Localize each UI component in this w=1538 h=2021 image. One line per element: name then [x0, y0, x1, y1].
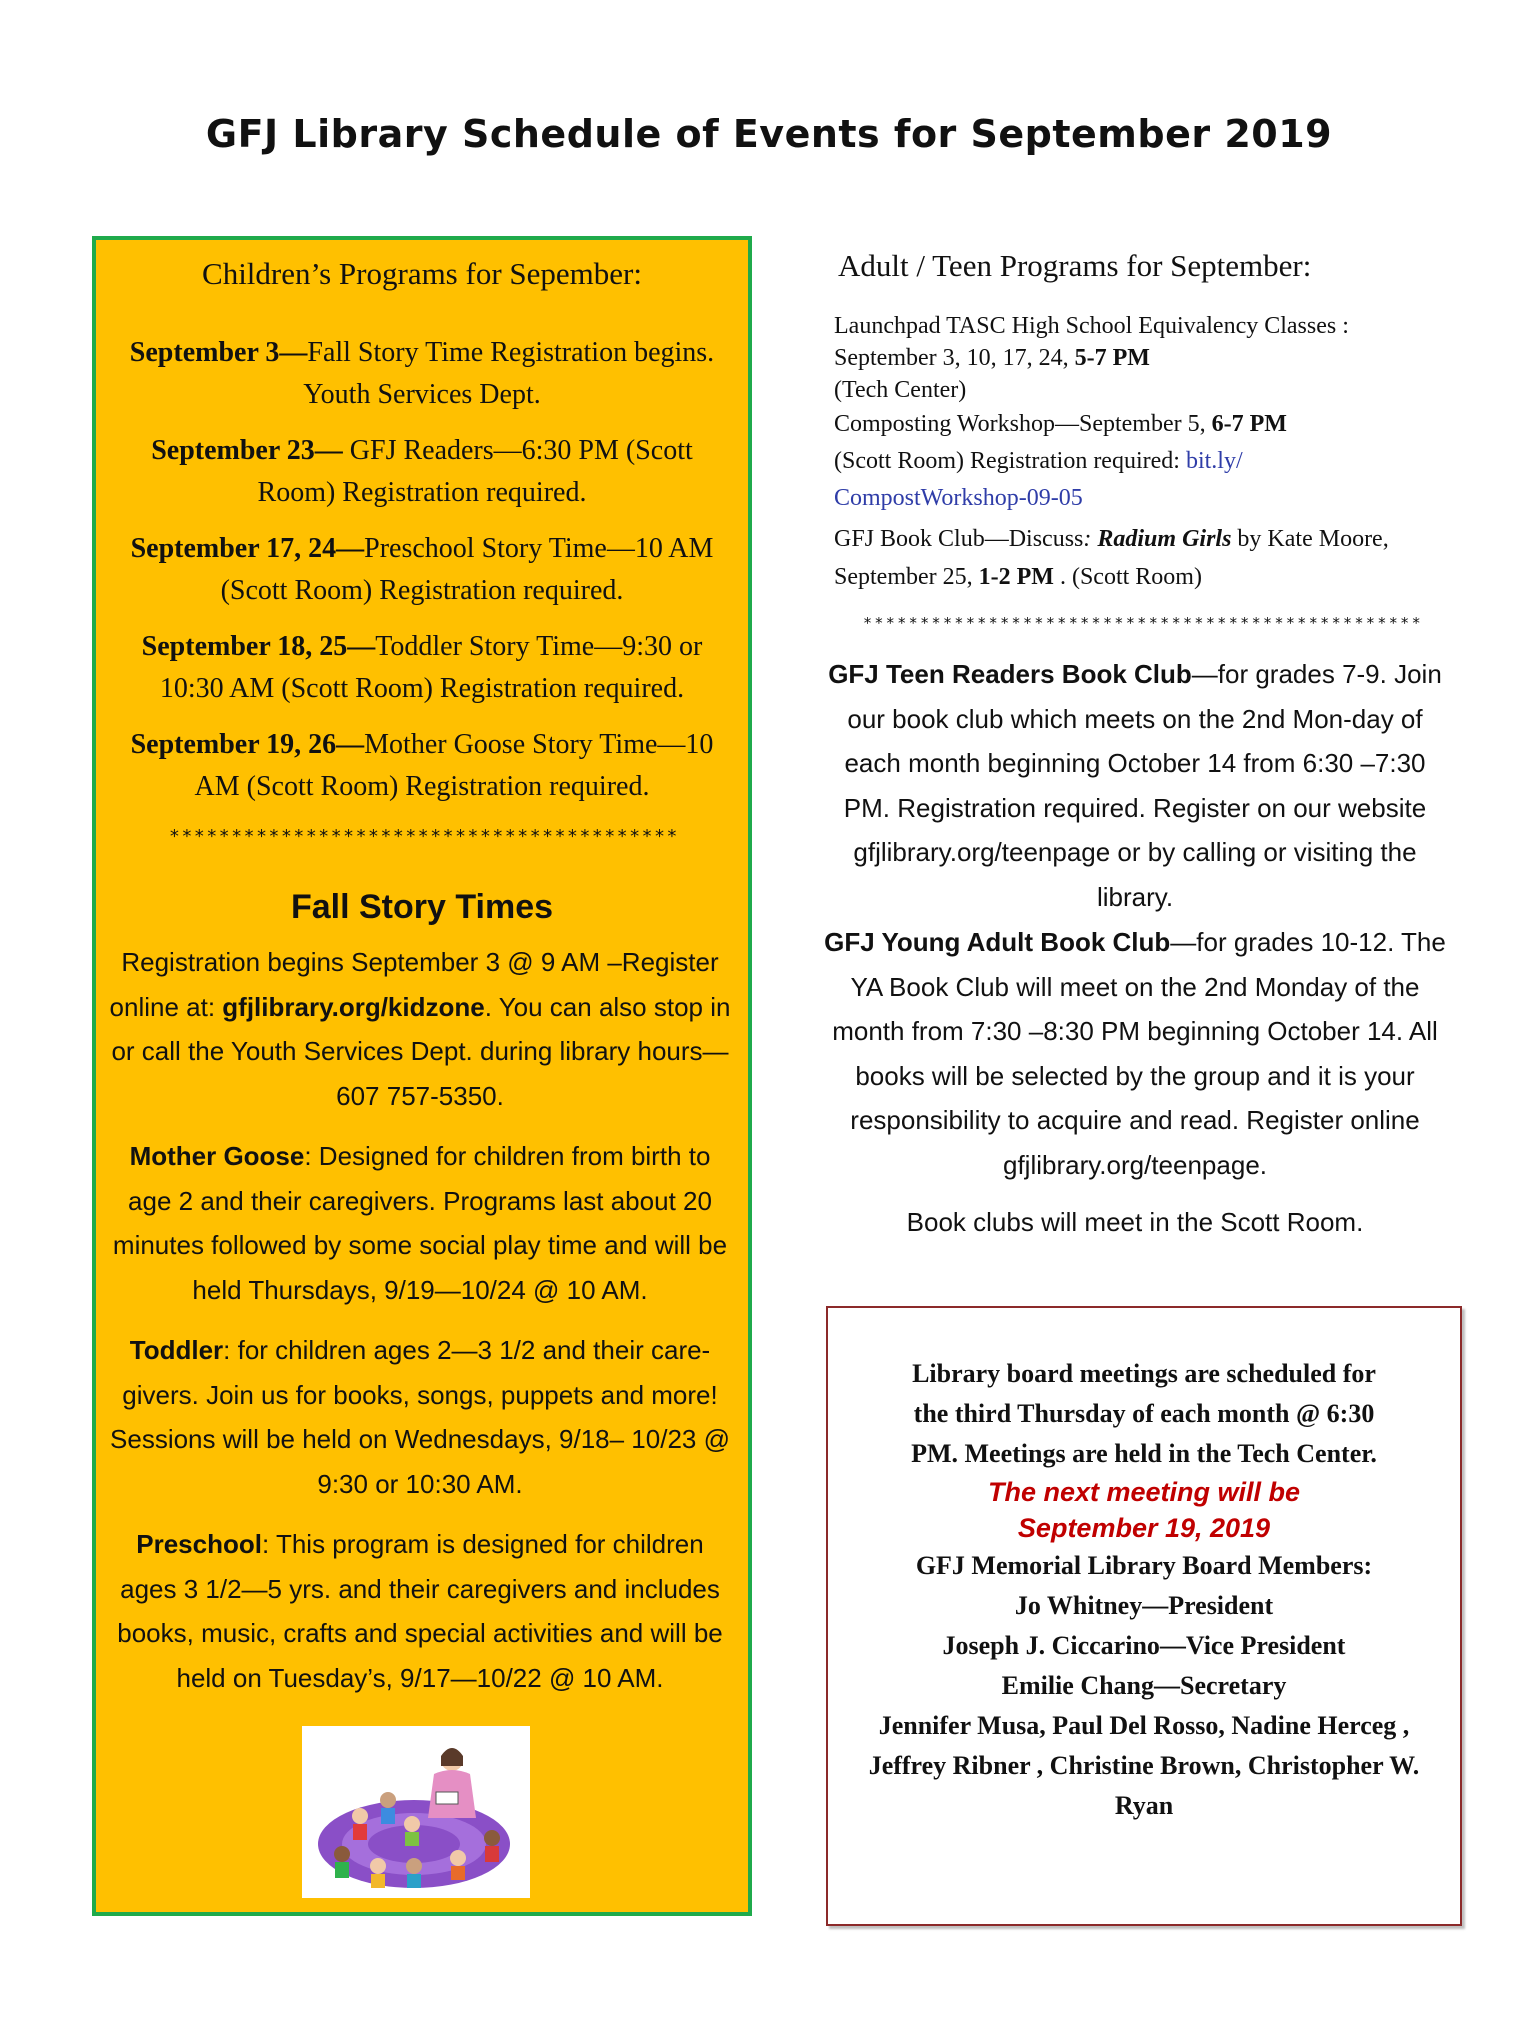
preschool-text — [106, 1522, 734, 1700]
club-text: —for grades 7-9. Join our book club which meets on the 2nd Mon-day of each month beginning October 14 from 6:30 –7:30 PM. Registration required. Register on our website gfjlibrary.org/teenpage or by calling or visiting the library. — [843, 659, 1442, 912]
next-meeting-date: September 19, 2019 — [1017, 1513, 1271, 1543]
board-secretary: Emilie Chang—Secretary — [1001, 1671, 1287, 1700]
item-name: GFJ Book Club — [834, 526, 985, 552]
registration-post: . You can also stop in or call the Youth Services Dept. during library hours— 607 757-5350. — [111, 991, 731, 1111]
item-colon: : — [1083, 526, 1098, 552]
book-club-location: Book clubs will meet in the Scott Room. — [906, 1207, 1364, 1237]
kidzone-link[interactable]: gfjlibrary.org/kidzone — [222, 991, 485, 1022]
event-date: September 18, 25— — [141, 631, 376, 662]
item-place: (Scott Room) Registration required: — [834, 448, 1186, 474]
board-other-members: Jennifer Musa, Paul Del Rosso, Nadine Herceg , Jeffrey Ribner , Christine Brown, Christopher W. Ryan — [868, 1711, 1420, 1820]
item-pre: —Discuss — [984, 526, 1084, 552]
teen-readers-book-club — [820, 652, 1450, 919]
children-event-3 — [118, 528, 726, 612]
event-date: September 19, 26— — [130, 729, 365, 760]
club-text: —for grades 10-12. The YA Book Club will meet on the 2nd Monday of the month from 7:30 –8:30 PM beginning October 14. All books will be selected by the group and it is your responsibility to acquire and read. Register online gfjlibrary.org/teenpage. — [832, 927, 1446, 1180]
program-text: : This program is designed for children ages 3 1/2—5 yrs. and their caregivers and includes books, music, crafts and special activities and will be held on Tuesday’s, 9/17—10/22 @ 10 AM. — [117, 1529, 723, 1693]
item-name: Launchpad TASC High School Equivalency Classes : — [834, 313, 1349, 339]
adult-separator: ************************************************* — [862, 614, 1424, 632]
children-event-5 — [118, 724, 726, 808]
board-members-heading: GFJ Memorial Library Board Members: — [915, 1551, 1373, 1580]
board-meetings-box — [826, 1306, 1462, 1926]
young-adult-book-club — [820, 920, 1450, 1187]
event-date: September 3— — [129, 337, 308, 368]
compost-workshop-link[interactable]: bit.ly/ CompostWorkshop-09-05 — [834, 448, 1243, 511]
children-event-4 — [118, 626, 726, 710]
launchpad-tasc-item — [834, 310, 1394, 406]
item-post: by Kate Moore, September 25, — [834, 526, 1389, 590]
program-text: : Designed for children from birth to age 2 and their caregivers. Programs last about 20 minutes followed by some social play time and will be held Thursdays, 9/19—10/24 @ 10 AM. — [112, 1141, 728, 1305]
next-meeting-line1: The next meeting will be — [987, 1477, 1301, 1507]
program-name: Mother Goose — [129, 1141, 305, 1171]
club-name: GFJ Teen Readers Book Club — [828, 659, 1192, 689]
fall-story-times-heading: Fall Story Times — [290, 888, 554, 926]
event-date: September 17, 24— — [130, 533, 365, 564]
event-text: Preschool Story Time—10 AM (Scott Room) Registration required. — [220, 533, 714, 606]
book-club-item — [834, 520, 1394, 596]
childrens-programs-panel — [92, 236, 752, 1916]
childrens-programs-heading: Children’s Programs for Sepember: — [202, 256, 642, 291]
board-intro: Library board meetings are scheduled for the third Thursday of each month @ 6:30 PM. Meetings are held in the Tech Center. — [911, 1359, 1377, 1468]
children-event-2 — [118, 430, 726, 514]
toddler-text — [106, 1328, 734, 1506]
children-separator: ***************************************** — [169, 826, 679, 847]
item-dates: —September 5, — [1054, 411, 1212, 437]
item-place: (Tech Center) — [834, 377, 967, 403]
mother-goose-text — [106, 1134, 734, 1312]
event-text: Mother Goose Story Time—10 AM (Scott Room) Registration required. — [194, 729, 714, 802]
item-name: Composting Workshop — [834, 411, 1055, 437]
event-text: GFJ Readers—6:30 PM (Scott Room) Registration required. — [257, 435, 693, 508]
book-title: Radium Girls — [1097, 526, 1232, 552]
story-time-illustration — [302, 1726, 530, 1898]
event-text: Fall Story Time Registration begins. Youth Services Dept. — [303, 337, 715, 410]
item-time: 1-2 PM — [978, 564, 1054, 590]
program-name: Toddler — [129, 1335, 224, 1365]
event-date: September 23— — [151, 435, 350, 466]
program-text: : for children ages 2—3 1/2 and their care-givers. Join us for books, songs, puppets and more! Sessions will be held on Wednesdays, 9/18– 10/23 @ 9:30 or 10:30 AM. — [110, 1335, 730, 1499]
page-title: GFJ Library Schedule of Events for September 2019 — [205, 112, 1333, 156]
adult-teen-programs-heading: Adult / Teen Programs for September: — [838, 248, 1312, 283]
item-dates: September 3, 10, 17, 24, — [834, 345, 1075, 371]
board-president: Jo Whitney—President — [1014, 1591, 1274, 1620]
registration-pre: Registration begins September 3 @ 9 AM –Register online at: — [109, 947, 719, 1022]
fall-registration-text — [106, 940, 734, 1118]
children-event-1 — [118, 332, 726, 416]
item-time: 6-7 PM — [1211, 411, 1287, 437]
board-text — [828, 1354, 1460, 1826]
program-name: Preschool — [136, 1529, 262, 1559]
event-text: Toddler Story Time—9:30 or 10:30 AM (Scott Room) Registration required. — [159, 631, 703, 704]
board-vice-president: Joseph J. Ciccarino—Vice President — [942, 1631, 1346, 1660]
item-time: 5-7 PM — [1074, 345, 1150, 371]
club-name: GFJ Young Adult Book Club — [824, 927, 1171, 957]
item-place: . (Scott Room) — [1053, 564, 1202, 590]
composting-workshop-item — [834, 406, 1394, 517]
